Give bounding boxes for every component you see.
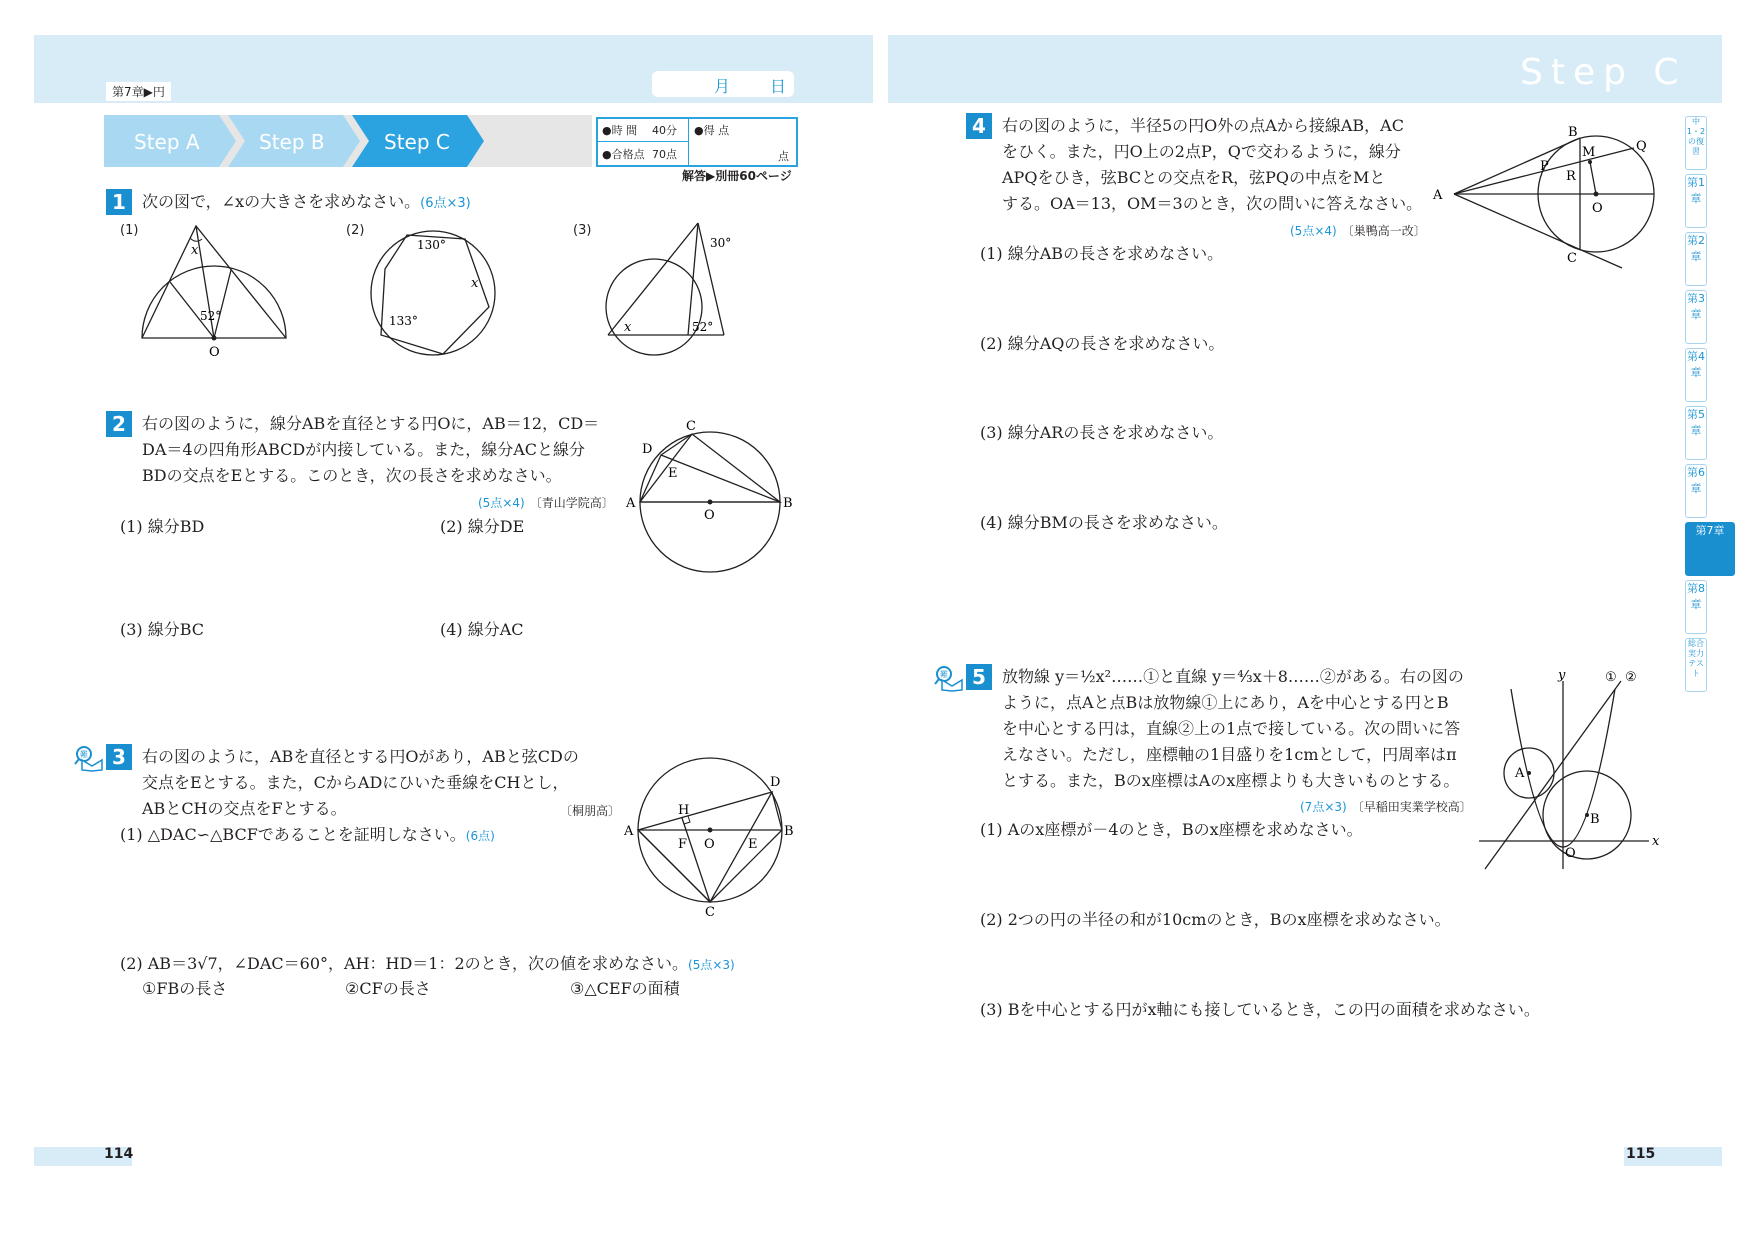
q1-figure-2 — [365, 225, 505, 365]
q4-line-2: をひく。また，円O上の2点P，Qで交わるように，線分 — [1002, 142, 1401, 161]
q3-sub-2 — [120, 951, 735, 978]
side-tab-ch7[interactable]: 第7章 — [1685, 522, 1735, 576]
q1-fig3-label: (3) — [573, 223, 592, 238]
q2-points: (5点×4) — [478, 496, 525, 510]
q1-fig3-x: x — [624, 320, 632, 335]
difficulty-book-icon-2 — [934, 664, 966, 692]
q5-source: 〔早稲田実業学校高〕 — [1351, 800, 1472, 814]
q5-fig-o: O — [1565, 846, 1576, 861]
day-label: 日 — [770, 77, 787, 96]
q5-fig-y: y — [1558, 668, 1566, 683]
q4-fig-c: C — [1567, 251, 1577, 266]
q2-line-3: BDの交点をEとする。このとき，次の長さを求めなさい。 — [142, 466, 562, 485]
question-1-text — [142, 189, 471, 217]
q3-fig-c: C — [705, 905, 715, 918]
q3-line-1: 右の図のように，ABを直径とする円Oがあり，ABと弦CDの — [142, 747, 579, 766]
q1-fig3-a1: 30° — [710, 236, 732, 250]
q1-figure-3 — [598, 215, 738, 360]
q3-icon-label: 難 — [80, 750, 88, 759]
side-tab-ch5[interactable]: 第5章 — [1685, 406, 1707, 460]
q1-fig1-angle: 52° — [200, 309, 222, 323]
q5-points: (7点×3) — [1300, 800, 1347, 814]
q5-fig-b: B — [1590, 812, 1600, 827]
q3-sub-2-text: (2) AB＝3√7，∠DAC＝60°，AH：HD＝1：2のとき，次の値を求めなさい。 — [120, 954, 689, 973]
q5-line-2: ように，点Aと点Bは放物線①上にあり，Aを中心とする円とB — [1002, 693, 1449, 712]
q4-line-4: する。OA＝13，OM＝3のとき，次の問いに答えなさい。 — [1002, 194, 1423, 213]
question-1-points: (6点×3) — [420, 196, 471, 211]
side-tab-review[interactable]: 中1・2の復習 — [1685, 116, 1707, 170]
q5-fig-c1: ① — [1605, 670, 1617, 685]
q4-fig-p: P — [1540, 159, 1549, 174]
side-tab-ch6[interactable]: 第6章 — [1685, 464, 1707, 518]
question-4-number: 4 — [966, 113, 992, 139]
pass-value: 70点 — [652, 148, 677, 161]
q2-sub-3: (3) 線分BC — [120, 620, 205, 639]
q3-sub-1-text: (1) △DAC∽△BCFであることを証明しなさい。 — [120, 825, 466, 844]
q3-sub-2-points: (5点×3) — [688, 958, 735, 972]
answer-ref: 解答▶別冊60ページ — [682, 169, 792, 183]
side-tab-ch2[interactable]: 第2章 — [1685, 232, 1707, 286]
q3-item-3: ③△CEFの面積 — [570, 979, 680, 998]
q2-sub-2: (2) 線分DE — [440, 517, 525, 536]
q5-line-1: 放物線 y＝½x²……①と直線 y＝⁴⁄₃x＋8……②がある。右の図の — [1002, 667, 1464, 686]
q2-fig-b: B — [783, 496, 793, 511]
question-3-number: 3 — [106, 744, 132, 770]
q3-fig-f: F — [678, 837, 688, 852]
q3-fig-h: H — [678, 803, 690, 818]
q4-sub-3: (3) 線分ARの長さを求めなさい。 — [980, 423, 1224, 442]
score-unit: 点 — [778, 150, 789, 163]
q1-fig2-a1: 130° — [417, 238, 446, 252]
question-3-text — [142, 744, 612, 822]
left-page-number: 114 — [104, 1146, 134, 1162]
pass-label: ●合格点 — [602, 148, 645, 161]
step-a-label: Step A — [134, 130, 200, 154]
q3-sub-1 — [120, 822, 495, 849]
question-5-number: 5 — [966, 664, 992, 690]
q4-line-3: APQをひき，弦BCとの交点をR，弦PQの中点をMと — [1002, 168, 1386, 187]
q2-sub-1: (1) 線分BD — [120, 517, 205, 536]
side-tab-ch3[interactable]: 第3章 — [1685, 290, 1707, 344]
chapter-label: 第7章▶円 — [106, 82, 171, 101]
q2-fig-c: C — [686, 419, 696, 434]
q2-sub-4: (4) 線分AC — [440, 620, 524, 639]
q3-item-1: ①FBの長さ — [142, 979, 228, 998]
side-tab-ch1[interactable]: 第1章 — [1685, 174, 1707, 228]
score-label: ●得 点 — [694, 124, 730, 137]
q5-icon-label: 難 — [940, 670, 948, 679]
q4-figure — [1432, 122, 1662, 272]
q5-sub-2: (2) 2つの円の半径の和が10cmのとき，Bのx座標を求めなさい。 — [980, 910, 1451, 929]
month-label: 月 — [714, 77, 731, 96]
q4-fig-b: B — [1568, 125, 1578, 140]
q4-fig-q: Q — [1636, 139, 1647, 154]
side-tab-test[interactable]: 総合実力テスト — [1685, 638, 1707, 692]
q2-meta — [478, 492, 614, 511]
q1-figure-1 — [130, 220, 300, 360]
q1-fig1-x: x — [191, 243, 199, 258]
score-box — [596, 117, 798, 167]
q1-fig3-a2: 52° — [692, 320, 714, 334]
step-b-label: Step B — [259, 130, 325, 154]
question-2-number: 2 — [106, 411, 132, 437]
q1-fig2-x: x — [471, 276, 479, 291]
date-box — [652, 71, 794, 97]
question-5-text — [1002, 664, 1472, 794]
q4-source: 〔巣鴨高一改〕 — [1341, 224, 1426, 238]
q1-fig2-a2: 133° — [389, 314, 418, 328]
q1-fig1-label: (1) — [120, 223, 139, 238]
q1-fig1-o: O — [209, 345, 220, 360]
q4-fig-m: M — [1582, 145, 1596, 160]
difficulty-book-icon — [74, 744, 106, 772]
question-1-prompt: 次の図で，∠xの大きさを求めなさい。 — [142, 192, 421, 211]
q2-fig-o: O — [704, 508, 715, 523]
q3-fig-b: B — [784, 824, 794, 839]
q2-line-1: 右の図のように，線分ABを直径とする円Oに，AB＝12，CD＝ — [142, 414, 600, 433]
question-2-text — [142, 411, 612, 489]
q5-fig-c2: ② — [1625, 670, 1637, 685]
q4-line-1: 右の図のように，半径5の円O外の点Aから接線AB，AC — [1002, 116, 1404, 135]
q5-fig-a: A — [1515, 766, 1525, 781]
q4-fig-o: O — [1592, 201, 1603, 216]
q5-figure — [1475, 665, 1665, 875]
q3-item-2: ②CFの長さ — [345, 979, 431, 998]
q3-fig-o: O — [704, 837, 715, 852]
q4-fig-r: R — [1566, 169, 1576, 184]
q3-line-2: 交点をEとする。また，CからADにひいた垂線をCHとし， — [142, 773, 569, 792]
q3-sub-1-points: (6点) — [465, 829, 495, 843]
time-label: ●時 間 — [602, 124, 638, 137]
q4-sub-1: (1) 線分ABの長さを求めなさい。 — [980, 244, 1224, 263]
right-page-number: 115 — [1626, 1146, 1656, 1162]
q3-fig-a: A — [624, 824, 634, 839]
q5-sub-1: (1) Aのx座標が－4のとき，Bのx座標を求めなさい。 — [980, 820, 1363, 839]
q5-line-3: を中心とする円は，直線②上の1点で接している。次の問いに答 — [1002, 719, 1461, 738]
q4-sub-2: (2) 線分AQの長さを求めなさい。 — [980, 334, 1225, 353]
q4-meta — [1290, 220, 1426, 239]
q4-points: (5点×4) — [1290, 224, 1337, 238]
q3-fig-e: E — [748, 837, 758, 852]
step-tabs — [104, 115, 594, 167]
q2-line-2: DA＝4の四角形ABCDが内接している。また，線分ACと線分 — [142, 440, 586, 459]
time-value: 40分 — [652, 124, 677, 137]
side-tab-ch4[interactable]: 第4章 — [1685, 348, 1707, 402]
q3-source: 〔桐朋高〕 — [560, 804, 621, 818]
q2-fig-a: A — [626, 496, 636, 511]
q2-fig-e: E — [668, 466, 678, 481]
side-tab-ch8[interactable]: 第8章 — [1685, 580, 1707, 634]
right-header-title: Step C — [1520, 52, 1687, 93]
q3-figure — [620, 748, 800, 918]
q5-fig-x: x — [1652, 834, 1660, 849]
q3-fig-d: D — [770, 775, 781, 790]
question-4-text — [1002, 113, 1442, 217]
q5-meta — [1300, 796, 1472, 815]
q2-fig-d: D — [642, 442, 653, 457]
q5-line-4: えなさい。ただし，座標軸の1目盛りを1cmとして，円周率はπ — [1002, 745, 1457, 764]
q2-figure — [620, 415, 800, 575]
q2-source: 〔青山学院高〕 — [529, 496, 614, 510]
question-1-number: 1 — [106, 189, 132, 215]
step-c-label: Step C — [384, 130, 450, 154]
q1-fig2-label: (2) — [346, 223, 365, 238]
q5-sub-3: (3) Bを中心とする円がx軸にも接しているとき，この円の面積を求めなさい。 — [980, 1000, 1540, 1019]
q5-line-5: とする。また，Bのx座標はAのx座標よりも大きいものとする。 — [1002, 771, 1460, 790]
q4-sub-4: (4) 線分BMの長さを求めなさい。 — [980, 513, 1228, 532]
q3-line-3: ABとCHの交点をFとする。 — [142, 799, 347, 818]
q4-fig-a: A — [1433, 188, 1443, 203]
